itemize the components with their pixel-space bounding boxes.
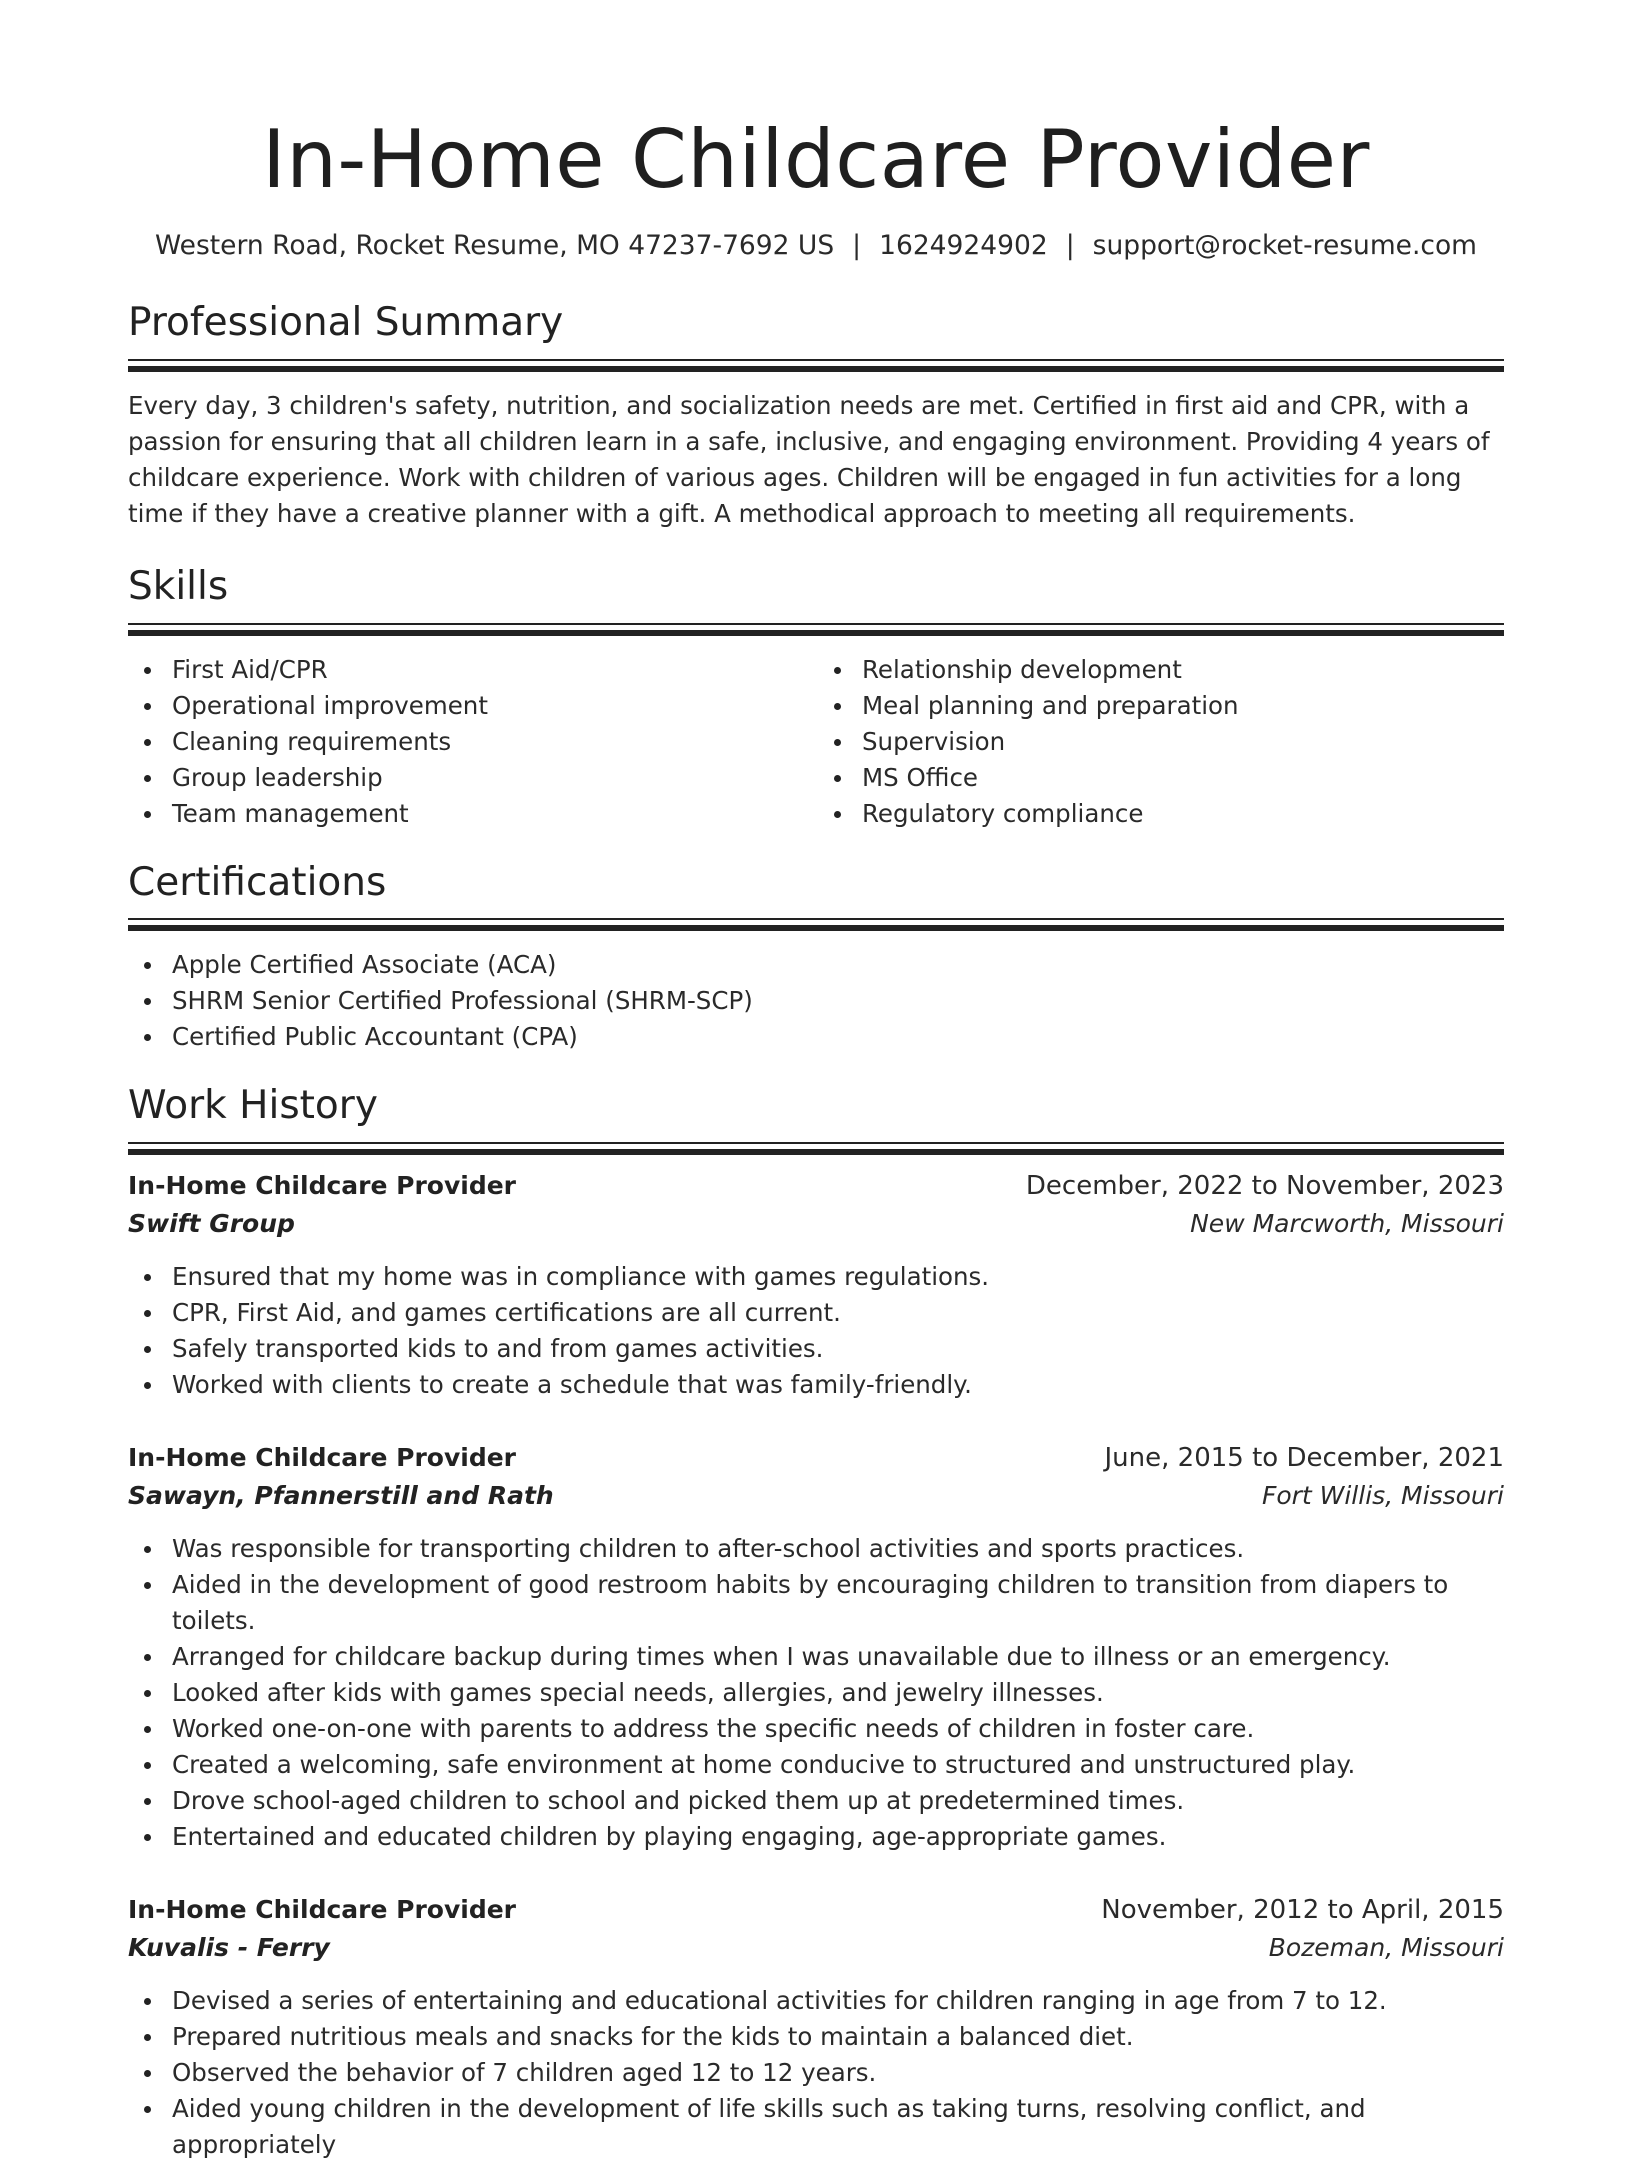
certification-item: Apple Certified Associate (ACA) xyxy=(128,947,1504,983)
contact-separator: | xyxy=(1065,230,1075,261)
section-title-work-history: Work History xyxy=(128,1083,378,1129)
job-location: New Marcworth, Missouri xyxy=(1190,1209,1504,1239)
section-divider xyxy=(128,359,1504,372)
job-duty-item: Entertained and educated children by playing engaging, age-appropriate games. xyxy=(128,1819,1504,1855)
job-duty-item: Observed the behavior of 7 children aged 12 to 12 years. xyxy=(128,2055,1504,2091)
skills-list-left xyxy=(128,652,816,832)
job-duty-item: Created a welcoming, safe environment at home conducive to structured and unstructured play. xyxy=(128,1747,1504,1783)
section-certifications xyxy=(128,859,1504,1056)
job-entry xyxy=(128,1439,1504,1855)
skill-item: Team management xyxy=(128,796,816,832)
resume-name: In-Home Childcare Provider xyxy=(262,113,1370,206)
job-duty-item: Was responsible for transporting children to after-school activities and sports practices. xyxy=(128,1531,1504,1567)
job-title: In-Home Childcare Provider xyxy=(128,1443,517,1473)
job-duty-item: Arranged for childcare backup during times when I was unavailable due to illness or an emergency. xyxy=(128,1639,1504,1675)
skill-item: Group leadership xyxy=(128,760,816,796)
job-title: In-Home Childcare Provider xyxy=(128,1895,517,1925)
job-company-row xyxy=(128,1929,1504,1967)
summary-text: Every day, 3 children's safety, nutrition, and socialization needs are met. Certified in first aid and CPR, with a passion for ensuring that all children learn in a safe, inclusive, and engaging environment. Providing 4 years of childcare experience. Work with children of various ages. Children will be engaged in fun activities for a long time if they have a creative planner with a gift. A methodical approach to meeting all requirements. xyxy=(128,390,1490,528)
skill-item: Operational improvement xyxy=(128,688,816,724)
skill-item: Relationship development xyxy=(818,652,1504,688)
job-entry xyxy=(128,1167,1504,1403)
job-company-row xyxy=(128,1477,1504,1515)
skill-item: Cleaning requirements xyxy=(128,724,816,760)
job-company-row xyxy=(128,1205,1504,1243)
section-skills xyxy=(128,563,1504,832)
skill-item: First Aid/CPR xyxy=(128,652,816,688)
job-duties-list xyxy=(128,1983,1504,2163)
job-duty-item: Ensured that my home was in compliance with games regulations. xyxy=(128,1259,1504,1295)
contact-separator: | xyxy=(852,230,862,261)
section-summary xyxy=(128,299,1504,532)
job-duty-item: Aided young children in the development of life skills such as taking turns, resolving conflict, and appropriately xyxy=(128,2091,1504,2163)
section-divider xyxy=(128,623,1504,636)
job-title: In-Home Childcare Provider xyxy=(128,1171,517,1201)
job-company: Swift Group xyxy=(128,1209,295,1239)
job-company: Kuvalis - Ferry xyxy=(128,1933,330,1963)
contact-address: Western Road, Rocket Resume, MO 47237-7692 US xyxy=(155,230,835,261)
job-location: Bozeman, Missouri xyxy=(1268,1933,1504,1963)
job-duty-item: Safely transported kids to and from games activities. xyxy=(128,1331,1504,1367)
job-duty-item: Worked one-on-one with parents to address the specific needs of children in foster care. xyxy=(128,1711,1504,1747)
section-work-history xyxy=(128,1085,1504,2163)
job-duty-item: Prepared nutritious meals and snacks for the kids to maintain a balanced diet. xyxy=(128,2019,1504,2055)
job-dates: November, 2012 to April, 2015 xyxy=(1101,1895,1504,1926)
job-header-row xyxy=(128,1891,1504,1929)
job-entry xyxy=(128,1891,1504,2163)
job-duties-list xyxy=(128,1531,1504,1855)
skill-item: Meal planning and preparation xyxy=(818,688,1504,724)
certification-item: SHRM Senior Certified Professional (SHRM-SCP) xyxy=(128,983,1504,1019)
job-duties-list xyxy=(128,1259,1504,1403)
job-header-row xyxy=(128,1439,1504,1477)
certifications-list xyxy=(128,947,1504,1055)
job-duty-item: Drove school-aged children to school and picked them up at predetermined times. xyxy=(128,1783,1504,1819)
contact-line xyxy=(128,230,1504,262)
contact-phone: 1624924902 xyxy=(879,230,1048,261)
job-dates: June, 2015 to December, 2021 xyxy=(1104,1443,1504,1474)
job-header-row xyxy=(128,1167,1504,1205)
job-location: Fort Willis, Missouri xyxy=(1261,1481,1504,1511)
section-title-certifications: Certifications xyxy=(128,859,387,905)
contact-email: support@rocket-resume.com xyxy=(1092,230,1477,261)
section-title-summary: Professional Summary xyxy=(128,299,564,345)
skills-grid xyxy=(128,652,1504,832)
section-title-skills: Skills xyxy=(128,563,229,609)
skills-list-right xyxy=(816,652,1504,832)
job-duty-item: Aided in the development of good restroom habits by encouraging children to transition from diapers to toilets. xyxy=(128,1567,1504,1639)
certification-item: Certified Public Accountant (CPA) xyxy=(128,1019,1504,1055)
section-divider xyxy=(128,918,1504,931)
job-company: Sawayn, Pfannerstill and Rath xyxy=(128,1481,554,1511)
job-duty-item: CPR, First Aid, and games certifications are all current. xyxy=(128,1295,1504,1331)
job-duty-item: Looked after kids with games special needs, allergies, and jewelry illnesses. xyxy=(128,1675,1504,1711)
job-duty-item: Worked with clients to create a schedule that was family-friendly. xyxy=(128,1367,1504,1403)
section-divider xyxy=(128,1142,1504,1155)
skill-item: Regulatory compliance xyxy=(818,796,1504,832)
jobs-container xyxy=(128,1167,1504,2163)
skill-item: MS Office xyxy=(818,760,1504,796)
skill-item: Supervision xyxy=(818,724,1504,760)
job-duty-item: Devised a series of entertaining and educational activities for children ranging in age from 7 to 12. xyxy=(128,1983,1504,2019)
job-dates: December, 2022 to November, 2023 xyxy=(1025,1171,1504,1202)
